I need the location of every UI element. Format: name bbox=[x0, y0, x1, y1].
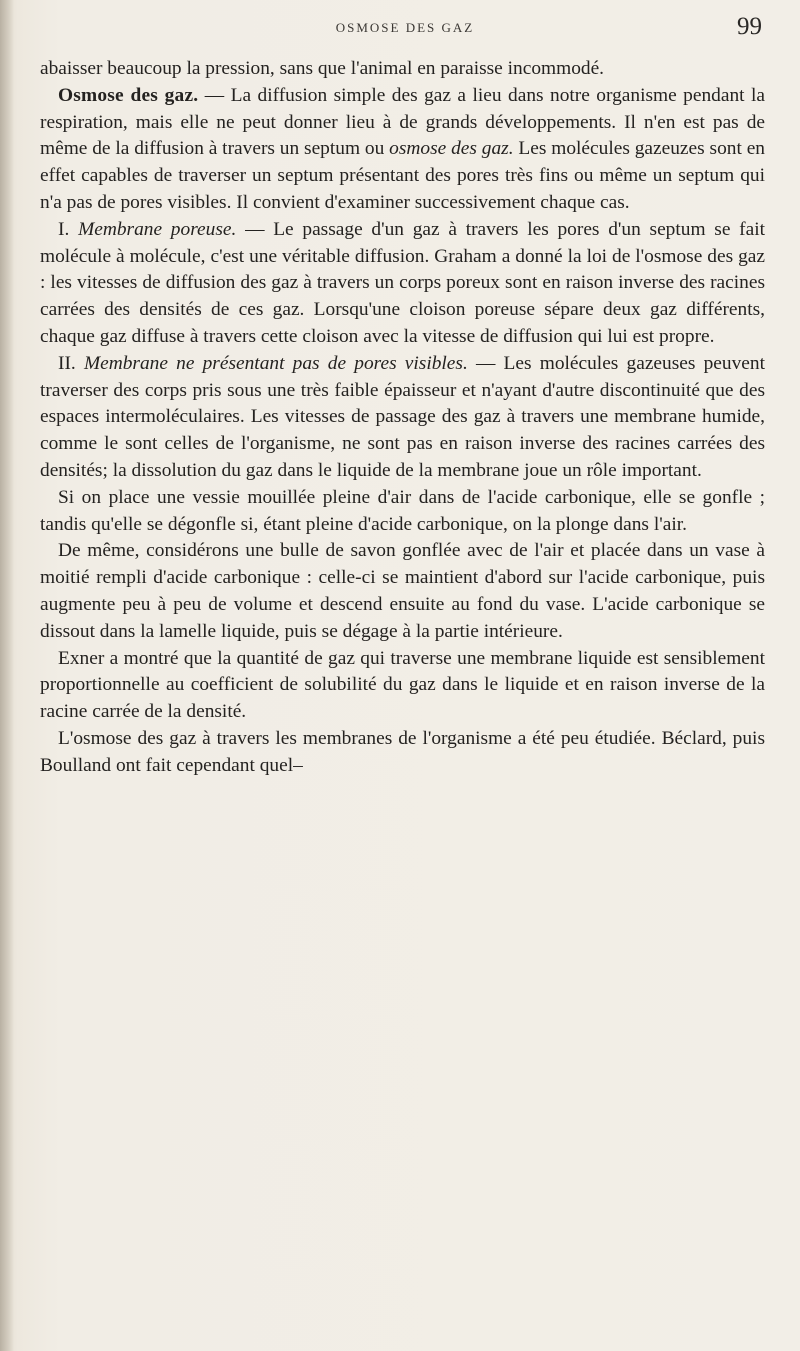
italic-term: osmose des gaz. bbox=[389, 138, 514, 160]
paragraph-bulle-de-savon bbox=[40, 538, 765, 645]
running-head bbox=[40, 10, 770, 46]
page-number: 99 bbox=[737, 13, 762, 40]
paragraph-membrane-poreuse bbox=[40, 217, 765, 351]
paragraph-text: — Les molécules gazeuses peuvent traverser des corps pris sous une très faible épaisseur et n'ayant d'autre discontinuité que des espaces intermoléculaires. Les vitesses de passage des gaz à travers une membrane humide, comme le sont celles de l'organisme, ne sont pas en raison inverse des racines carrées des densités; la dissolution du gaz dans le liquide de la membrane joue un rôle important. bbox=[40, 352, 765, 481]
paragraph-continuation bbox=[40, 56, 765, 83]
paragraph-text: Les molécules gazeuzes sont en effet capables de traverser un septum présentant des pores très fins ou même un septum qui n'a pas de pores visibles. Il convient d'examiner successivement chaque cas. bbox=[40, 138, 766, 213]
paragraph-text: De même, considérons une bulle de savon gonflée avec de l'air et placée dans un vase à moitié rempli d'acide carbonique : celle-ci se maintient d'abord sur l'acide carbonique, puis augmente peu à peu de volume et descend ensuite au fond du vase. L'acide carbonique se dissout dans la lamelle liquide, puis se dégage à la partie intérieure. bbox=[40, 540, 765, 642]
paragraph-osmose-des-gaz bbox=[40, 83, 765, 217]
paragraph-organisme bbox=[40, 726, 765, 780]
paragraph-exner bbox=[40, 646, 765, 726]
paragraph-text: Si on place une vessie mouillée pleine d'air dans de l'acide carbonique, elle se gonfle ; tandis qu'elle se dégonfle si, étant pleine d'acide carbonique, on la plonge dans l'air. bbox=[40, 486, 765, 535]
subsection-number: II. bbox=[58, 352, 76, 374]
paragraph-membrane-sans-pores bbox=[40, 351, 765, 485]
section-heading: Osmose des gaz. bbox=[58, 84, 199, 106]
paragraph-text: Exner a montré que la quantité de gaz qui traverse une membrane liquide est sensiblement proportionnelle au coefficient de solubilité du gaz dans le liquide et en raison inverse de la racine carrée de la densité. bbox=[40, 647, 765, 723]
body-text bbox=[40, 56, 765, 780]
paragraph-text: — La diffusion simple des gaz a lieu dans notre organisme pendant la respiration, mais elle ne peut donner lieu à de grands développements. Il n'en est pas de même de la diffusion à travers un septum ou bbox=[40, 84, 765, 160]
subsection-title: Membrane poreuse. bbox=[78, 218, 237, 240]
subsection-title: Membrane ne présentant pas de pores visibles. bbox=[83, 352, 468, 374]
paragraph-vessie bbox=[40, 485, 765, 539]
paragraph-text: L'osmose des gaz à travers les membranes de l'organisme a été peu étudiée. Béclard, puis Boulland ont fait cependant quel– bbox=[40, 727, 765, 776]
paragraph-text: — Le passage d'un gaz à travers les pores d'un septum se fait molécule à molécule, c'est une véritable diffusion. Graham a donné la loi de l'osmose des gaz : les vitesses de diffusion des gaz à travers un corps poreux sont en raison inverse des racines carrées des densités de ces gaz. Lorsqu'une cloison poreuse sépare deux gaz différents, chaque gaz diffuse à travers cette cloison avec la vitesse de diffusion qui lui est propre. bbox=[40, 218, 766, 347]
subsection-number: I. bbox=[58, 218, 70, 240]
running-title: OSMOSE DES GAZ bbox=[335, 20, 475, 35]
paragraph-text: abaisser beaucoup la pression, sans que l'animal en paraisse incommodé. bbox=[40, 58, 605, 79]
binding-gutter-shadow bbox=[0, 0, 14, 1351]
